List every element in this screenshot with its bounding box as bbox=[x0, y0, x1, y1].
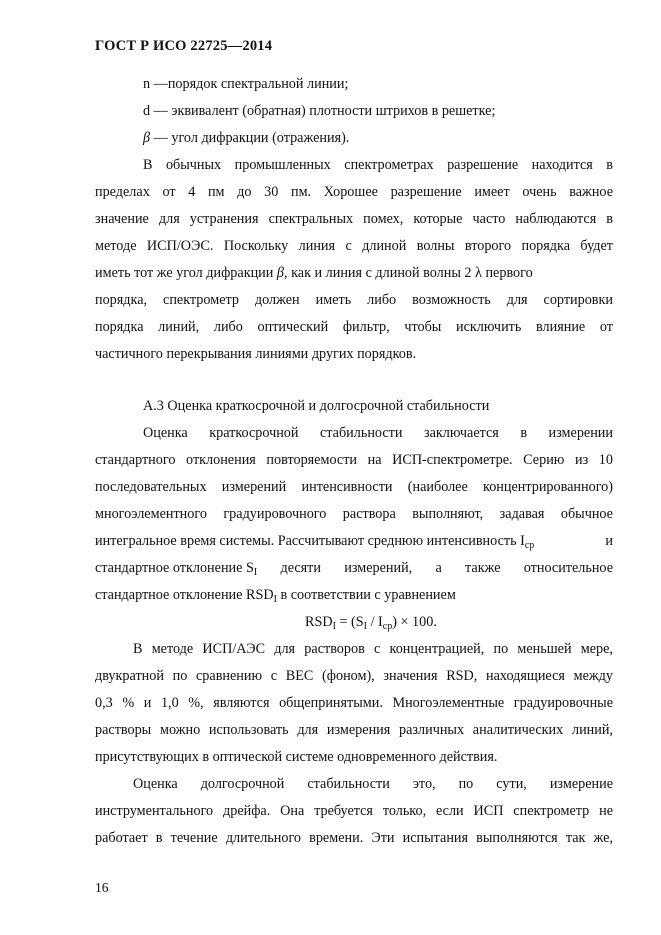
para4-line2: инструментального дрейфа. Она требуется только, если ИСП спектрометр не bbox=[95, 803, 613, 819]
document-header: ГОСТ Р ИСО 22725—2014 bbox=[95, 38, 273, 54]
subscript-i: I bbox=[273, 594, 277, 605]
para3-line5: присутствующих в оптической системе одновременного действия. bbox=[95, 749, 498, 765]
para1-line8: частичного перекрывания линиями других порядков. bbox=[95, 346, 417, 362]
para1-line5-c: , как и линия с длиной волны 2 λ первого bbox=[284, 265, 533, 281]
para1-line6: порядка, спектрометр должен иметь либо возможность для сортировки bbox=[95, 292, 613, 308]
formula-part: RSD bbox=[305, 614, 333, 630]
para4-line3: работает в течение длительного времени. Эти испытания выполняются так же, bbox=[95, 830, 613, 846]
para2-line6-a: стандартное отклонение S bbox=[95, 560, 254, 576]
formula-part: = (S bbox=[335, 614, 364, 630]
para1-line7: порядка линий, либо оптический фильтр, чтобы исключить влияние от bbox=[95, 319, 613, 335]
definition-beta-text: — угол дифракции (отражения). bbox=[150, 130, 350, 146]
para1-line4: методе ИСП/ОЭС. Поскольку линия с длиной волны второго порядка будет bbox=[95, 238, 613, 254]
para2-line7-b: в соответствии с уравнением bbox=[276, 587, 456, 603]
para3-line3: 0,3 % и 1,0 %, являются общепринятыми. Многоэлементные градуировочные bbox=[95, 695, 613, 711]
para2-line7 bbox=[95, 586, 456, 604]
para2-line1: Оценка краткосрочной стабильности заключается в измерении bbox=[143, 425, 613, 441]
formula-part: / I bbox=[367, 614, 383, 630]
para1-line1: В обычных промышленных спектрометрах разрешение находится в bbox=[143, 157, 613, 173]
para2-line4: многоэлементного градуировочного раствора выполняют, задавая обычное bbox=[95, 506, 613, 522]
para2-line7-a: стандартное отклонение RSD bbox=[95, 587, 274, 603]
para2-line5-b: и bbox=[605, 533, 613, 549]
formula-sub: ср bbox=[382, 621, 393, 632]
definition-n bbox=[143, 75, 348, 93]
para1-line3: значение для устранения спектральных помех, которые часто наблюдаются в bbox=[95, 211, 613, 227]
para3-line1: В методе ИСП/АЭС для растворов с концентрацией, по меньшей мере, bbox=[133, 641, 613, 657]
para2-line2: стандартного отклонения повторяемости на ИСП-спектрометре. Серию из 10 bbox=[95, 452, 613, 468]
definition-d bbox=[143, 102, 495, 120]
para2-line5-a: интегральное время системы. Рассчитывают среднюю интенсивность I bbox=[95, 533, 525, 549]
para1-line2: пределах от 4 пм до 30 пм. Хорошее разрешение имеет очень важное bbox=[95, 184, 613, 200]
section-heading: А.3 Оценка краткосрочной и долгосрочной стабильности bbox=[143, 398, 490, 414]
page-number: 16 bbox=[95, 880, 109, 895]
formula-rsd bbox=[305, 613, 437, 631]
definition-d-text: — эквивалент (обратная) плотности штрихов в решетке; bbox=[150, 103, 496, 119]
symbol-n: n bbox=[143, 76, 151, 92]
para2-line3: последовательных измерений интенсивности (наиболее концентрированного) bbox=[95, 479, 613, 495]
para3-line2: двукратной по сравнению с ВЕС (фоном), значения RSD, находящиеся между bbox=[95, 668, 613, 684]
formula-sub: I bbox=[363, 621, 368, 632]
definition-beta bbox=[143, 129, 349, 147]
subscript-i: I bbox=[253, 567, 258, 578]
para1-line5-a: иметь тот же угол дифракции bbox=[95, 265, 277, 281]
para2-line6 bbox=[95, 559, 613, 577]
symbol-beta-inline: β bbox=[276, 265, 284, 281]
definition-n-text: —порядок спектральной линии; bbox=[150, 76, 349, 92]
para2-line5 bbox=[95, 532, 613, 550]
para4-line1: Оценка долгосрочной стабильности это, по сути, измерение bbox=[133, 776, 613, 792]
formula-sub: I bbox=[332, 621, 336, 632]
subscript-cp: ср bbox=[524, 540, 535, 551]
para3-line4: растворы можно использовать для измерения различных аналитических линий, bbox=[95, 722, 613, 738]
formula-part: ) × 100. bbox=[392, 614, 437, 630]
symbol-d: d bbox=[143, 103, 151, 119]
para2-line6-b: десяти измерений, а также относительное bbox=[257, 560, 613, 576]
symbol-beta: β bbox=[143, 130, 151, 146]
para1-line5 bbox=[95, 264, 613, 282]
